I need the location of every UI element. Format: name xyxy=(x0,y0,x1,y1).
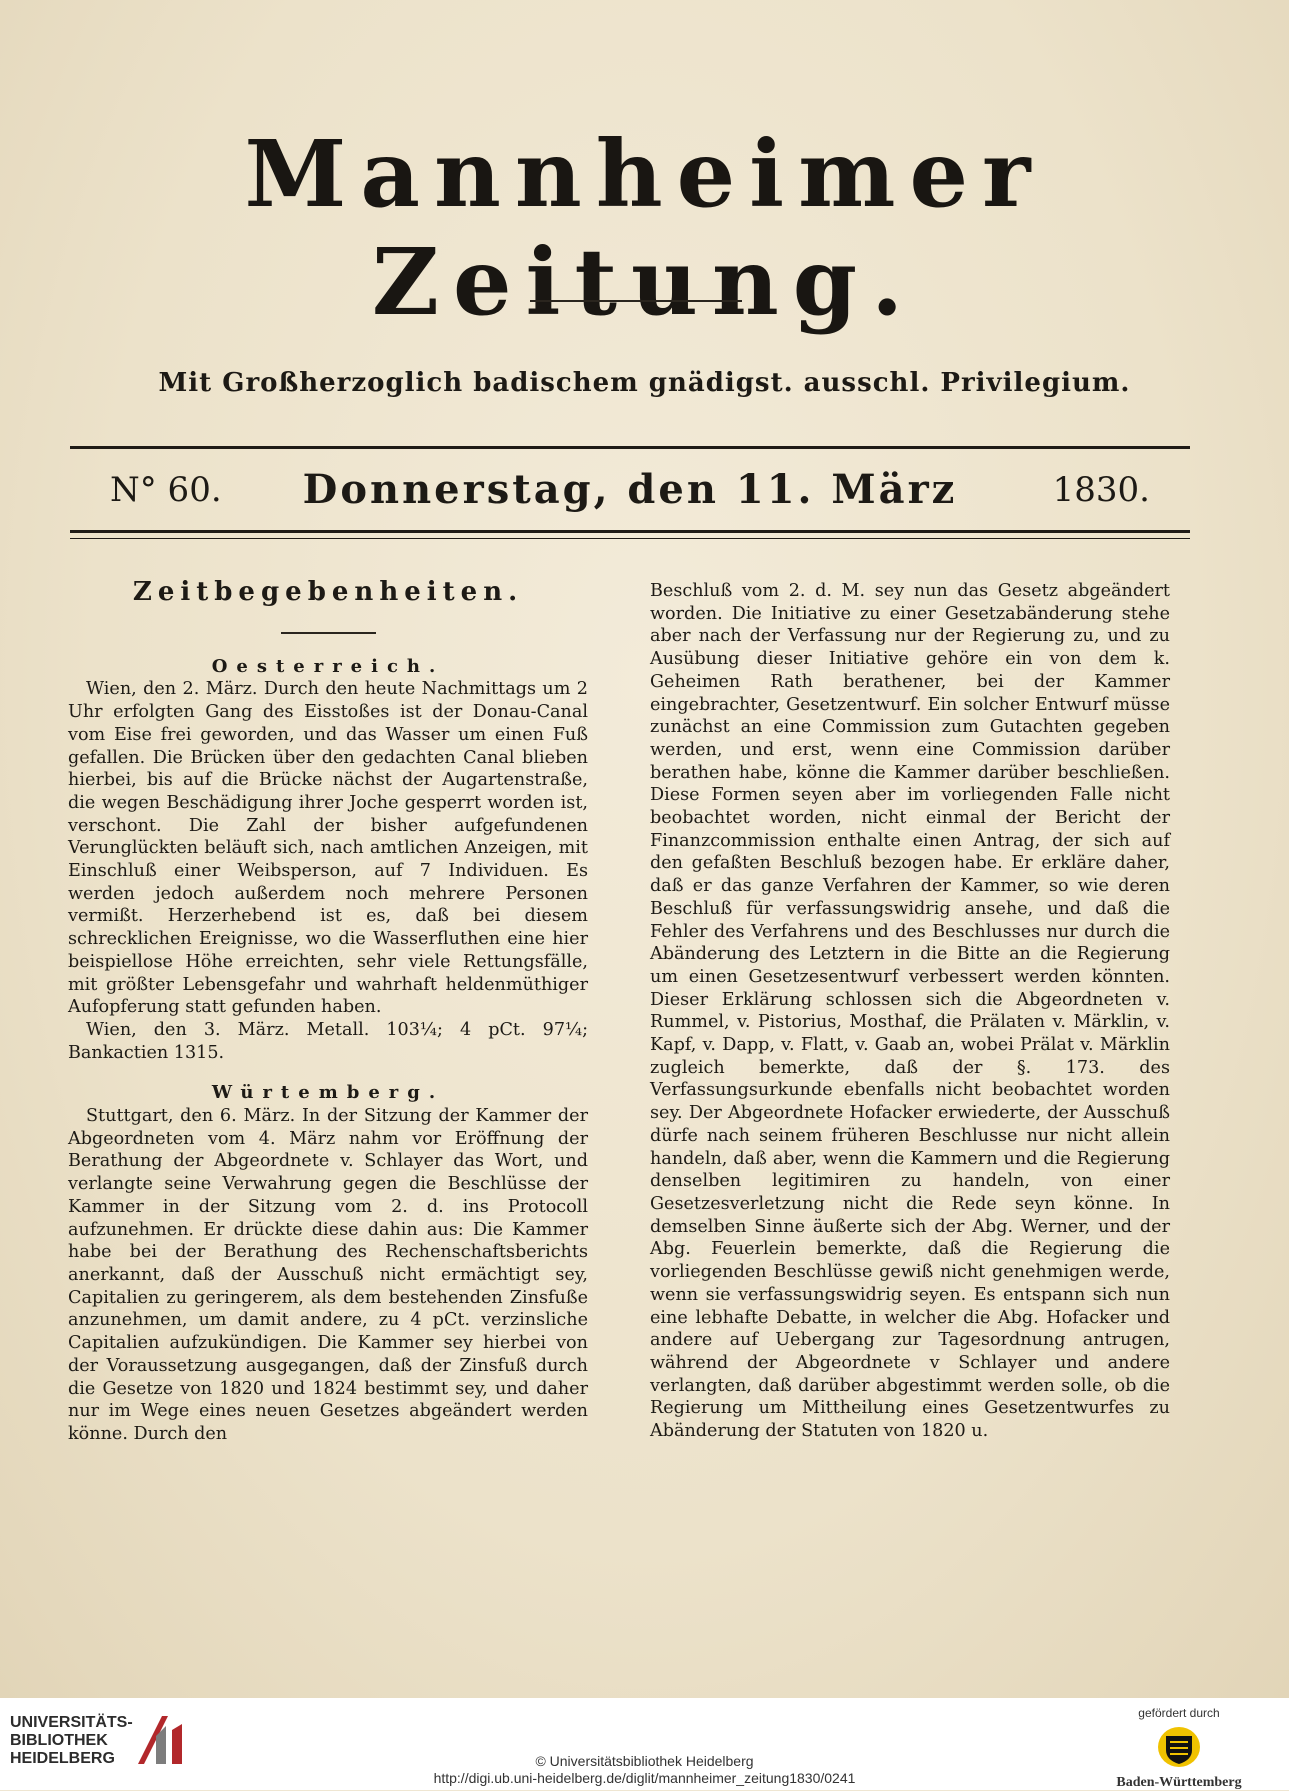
masthead-rule xyxy=(530,300,742,302)
article-wien-1: Wien, den 2. März. Durch den heute Nachmittags um 2 Uhr erfolgten Gang des Eisstoßes ist der Donau-Canal vom Eise frei geworden, und das Wasser um einen Fuß gefallen. Die Brücken über den gedachten Canal blieben hierbei, bis auf die Brücke nächst der Augartenstraße, die wegen Beschädigung ihrer Joche gesperrt worden ist, verschont. Die Zahl der bisher aufgefundenen Verunglückten beläuft sich, nach amtlichen Anzeigen, mit Einschluß einer Weibsperson, auf 7 Individuen. Es werden jedoch außerdem noch mehrere Personen vermißt. Herzerhebend ist es, daß bei diesem schrecklichen Ereignisse, wo die Wasserfluthen eine hier beispiellose Höhe erreichten, sehr viele Rettungsfälle, mit größter Lebensgefahr und wahrhaft heldenmüthiger Aufopferung statt gefunden haben. xyxy=(68,679,588,1018)
issue-number: N° 60. xyxy=(110,470,222,510)
dateline-bottom-rule xyxy=(70,530,1190,539)
state-crest-icon xyxy=(1156,1724,1202,1770)
funded-by-label: gefördert durch xyxy=(1138,1706,1220,1720)
section-rule xyxy=(281,632,376,634)
issue-year: 1830. xyxy=(1052,470,1150,510)
funding-block[interactable] xyxy=(1109,1706,1249,1791)
funder-name: Baden-Württemberg xyxy=(1116,1775,1242,1790)
footer xyxy=(0,1698,1289,1790)
left-column xyxy=(68,575,588,1446)
privilege-line: Mit Großherzoglich badischem gnädigst. ausschl. Privilegium. xyxy=(158,368,1131,398)
article-wien-2: Wien, den 3. März. Metall. 103¼; 4 pCt. 97¼; Bankactien 1315. xyxy=(68,1019,588,1063)
dateline xyxy=(70,462,1190,514)
source-url[interactable]: http://digi.ub.uni-heidelberg.de/diglit/mannheimer_zeitung1830/0241 xyxy=(433,1770,856,1786)
issue-date: Donnerstag, den 11. März xyxy=(302,466,958,513)
library-name: UNIVERSITÄTS- BIBLIOTHEK HEIDELBERG xyxy=(10,1714,133,1767)
article-stuttgart: Stuttgart, den 6. März. In der Sitzung der Kammer der Abgeordneten vom 4. März nahm vor Eröffnung der Berathung der Abgeordnete v. Schlayer das Wort, und verlangte seine Verwahrung gegen die Beschlüsse der Kammer in der Sitzung vom 2. d. ins Protocoll aufzunehmen. Er drückte diese dahin aus: Die Kammer habe bei der Berathung des Rechenschaftsberichts anerkannt, daß der Ausschuß nicht ermächtigt sey, Capitalien zu geringerem, als dem bestehenden Zinsfuße anzunehmen, um damit andere, zu 4 pCt. verzinsliche Capitalien aufzukündigen. Die Kammer sey hierbei von der Voraussetzung ausgegangen, daß der Zinsfuß durch die Gesetze von 1820 und 1824 bestimmt sey, und daher nur im Wege eines neuen Gesetzes abgeändert werden könne. Durch den xyxy=(68,1106,588,1444)
section-title: Zeitbegebenheiten. xyxy=(132,577,524,607)
masthead-title: Mannheimer Zeitung. xyxy=(244,120,1045,336)
right-column xyxy=(650,580,1170,1443)
heading-oesterreich: Oesterreich. xyxy=(211,655,445,677)
copyright-notice: © Universitätsbibliothek Heidelberg xyxy=(535,1753,754,1769)
heading-wuertemberg: Würtemberg. xyxy=(211,1082,445,1104)
dateline-top-rule xyxy=(70,446,1190,449)
article-stuttgart-continued: Beschluß vom 2. d. M. sey nun das Gesetz abgeändert worden. Die Initiative zu einer Gesetzabänderung stehe aber nach der Verfassung nur der Regierung zu, und zu Ausübung dieser Initiative gehöre ein von dem k. Geheimen Rath berathener, bei der Kammer eingebrachter, Gesetzentwurf. Ein solcher Entwurf müsse zunächst an eine Commission zum Gutachten gegeben werden, und erst, wenn eine Commission darüber berathen habe, könne die Kammer darüber beschließen. Diese Formen seyen aber im vorliegenden Falle nicht beobachtet worden, nicht einmal der Bericht der Finanzcommission enthalte einen Antrag, der sich auf den gefaßten Beschluß bezogen habe. Er erkläre daher, daß er das ganze Verfahren der Kammer, so wie deren Beschluß für verfassungswidrig ansehe, und daß die Fehler des Verfahrens und des Beschlusses nur durch die Abänderung des Letztern in die Bitte an die Regierung um einen Gesetzesentwurf verbessert werden könnten. Dieser Erklärung schlossen sich die Abgeordneten v. Rummel, v. Pistorius, Mosthaf, die Prälaten v. Märklin, v. Kapf, v. Dapp, v. Flatt, v. Gaab an, wobei Prälat v. Märklin zugleich bemerkte, daß der §. 173. des Verfassungsurkunde ebenfalls nicht beobachtet worden sey. Der Abgeordnete Hofacker erwiederte, der Ausschuß dürfe nach seinem früheren Beschlusse nur nicht allein handeln, daß aber, wenn die Kammern und die Regierung denselben legitimiren zu handeln, von einer Gesetzesverletzung nicht die Rede seyn könne. In demselben Sinne äußerte sich der Abg. Werner, und der Abg. Feuerlein bemerkte, daß die Regierung die vorliegenden Beschlüsse gewiß nicht genehmigen werde, wenn sie verfassungswidrig seyen. Es entspann sich nun eine lebhafte Debatte, in welcher die Abg. Hofacker und andere auf Uebergang zur Tagesordnung antrugen, während der Abgeordnete v Schlayer und andere verlangten, daß darüber abgestimmt werden solle, ob die Regierung um Mittheilung eines Gesetzentwurfes zu Abänderung der Statuten von 1820 u. xyxy=(650,581,1170,1442)
